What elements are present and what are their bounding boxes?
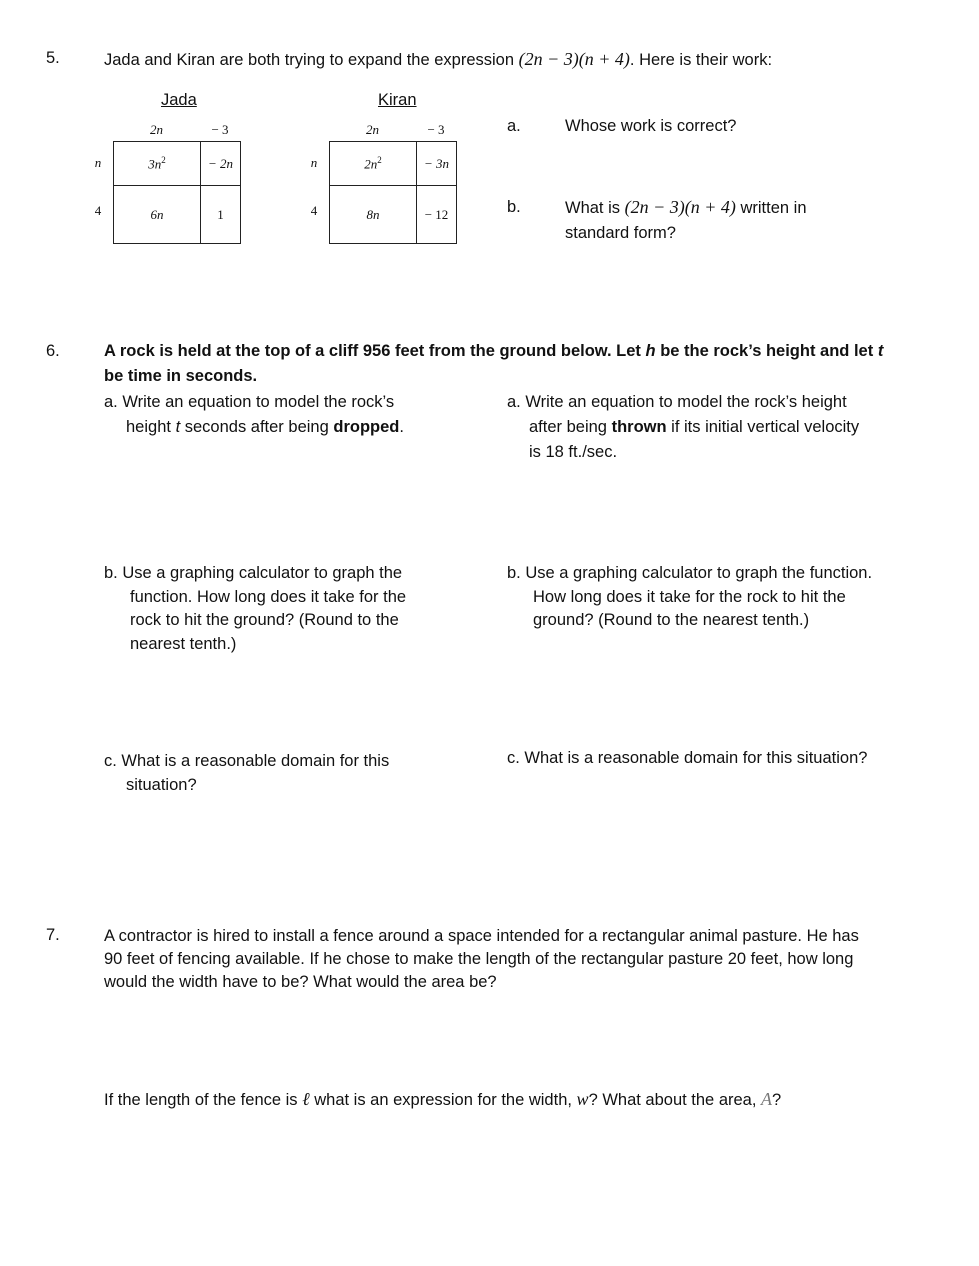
q5-intro-end: . Here is their work: xyxy=(629,51,773,69)
question-7-prompt: A contractor is hired to install a fence around a space intended for a rectangular animal pasture. He has 90 feet of fencing available. If he chose to make the length of the rectangular pasture 20 feet, how long would the width have to be? What would the area be? xyxy=(104,927,859,991)
kiran-label: Kiran xyxy=(378,91,417,109)
question-7-number: 7. xyxy=(46,926,60,944)
q5-b-label: b. xyxy=(507,198,521,216)
jada-row2-label: 4 xyxy=(94,203,102,218)
kiran-col1-label: 2n xyxy=(366,122,379,137)
question-6-prompt: A rock is held at the top of a cliff 956 feet from the ground below. Let h be the rock’s height and let t be time in seconds. xyxy=(104,342,884,385)
jada-cell-4-minus3: 1 xyxy=(201,186,241,244)
jada-cell-n-minus3: − 2n xyxy=(201,142,241,186)
jada-col2-label: − 3 xyxy=(211,122,229,137)
q6-left-part-b: b. Use a graphing calculator to graph the function. How long does it take for the rock to hit the ground? (Round to the nearest tenth.) xyxy=(104,564,407,653)
jada-area-model xyxy=(113,141,241,244)
kiran-col2-label: − 3 xyxy=(427,122,445,137)
kiran-area-model xyxy=(329,141,457,244)
q6-right-part-a: a. Write an equation to model the rock’s height after being thrown if its initial vertical velocity is 18 ft./sec. xyxy=(507,393,860,461)
q5-intro: Jada and Kiran are both trying to expand the expression xyxy=(104,51,515,69)
kiran-row1-label: n xyxy=(310,155,318,170)
q6-right-part-b: b. Use a graphing calculator to graph the function. How long does it take for the rock to hit the ground? (Round to the nearest tenth.) xyxy=(507,564,873,629)
kiran-row2-label: 4 xyxy=(310,203,318,218)
question-5-number: 5. xyxy=(46,49,60,67)
question-5-prompt xyxy=(104,49,772,70)
q5-b-expression: (2n − 3)(n + 4) xyxy=(624,197,736,217)
jada-row1-label: n xyxy=(94,155,102,170)
jada-cell-4-2n: 6n xyxy=(114,186,201,244)
q5-b-text: What is (2n − 3)(n + 4) written in standard form? xyxy=(565,197,807,242)
jada-col1-label: 2n xyxy=(150,122,163,137)
q6-left-part-c: c. What is a reasonable domain for this situation? xyxy=(104,752,390,794)
kiran-cell-n-2n: $2n^2$ xyxy=(330,142,417,186)
q5-expression: (2n − 3)(n + 4) xyxy=(518,49,630,69)
q5-a-text: Whose work is correct? xyxy=(565,117,737,135)
question-7-follow-up: If the length of the fence is ℓ what is an expression for the width, w? What about the area, A? xyxy=(104,1089,782,1109)
q5-a-label: a. xyxy=(507,117,521,135)
kiran-cell-4-minus3: − 12 xyxy=(417,186,457,244)
question-6-number: 6. xyxy=(46,342,60,360)
jada-label: Jada xyxy=(161,91,197,109)
kiran-cell-n-minus3: − 3n xyxy=(417,142,457,186)
q6-left-part-a: a. Write an equation to model the rock’s height t seconds after being dropped. xyxy=(104,393,404,436)
jada-cell-n-2n: $3n^2$ xyxy=(114,142,201,186)
q6-right-part-c: c. What is a reasonable domain for this situation? xyxy=(507,749,868,767)
kiran-cell-4-2n: 8n xyxy=(330,186,417,244)
